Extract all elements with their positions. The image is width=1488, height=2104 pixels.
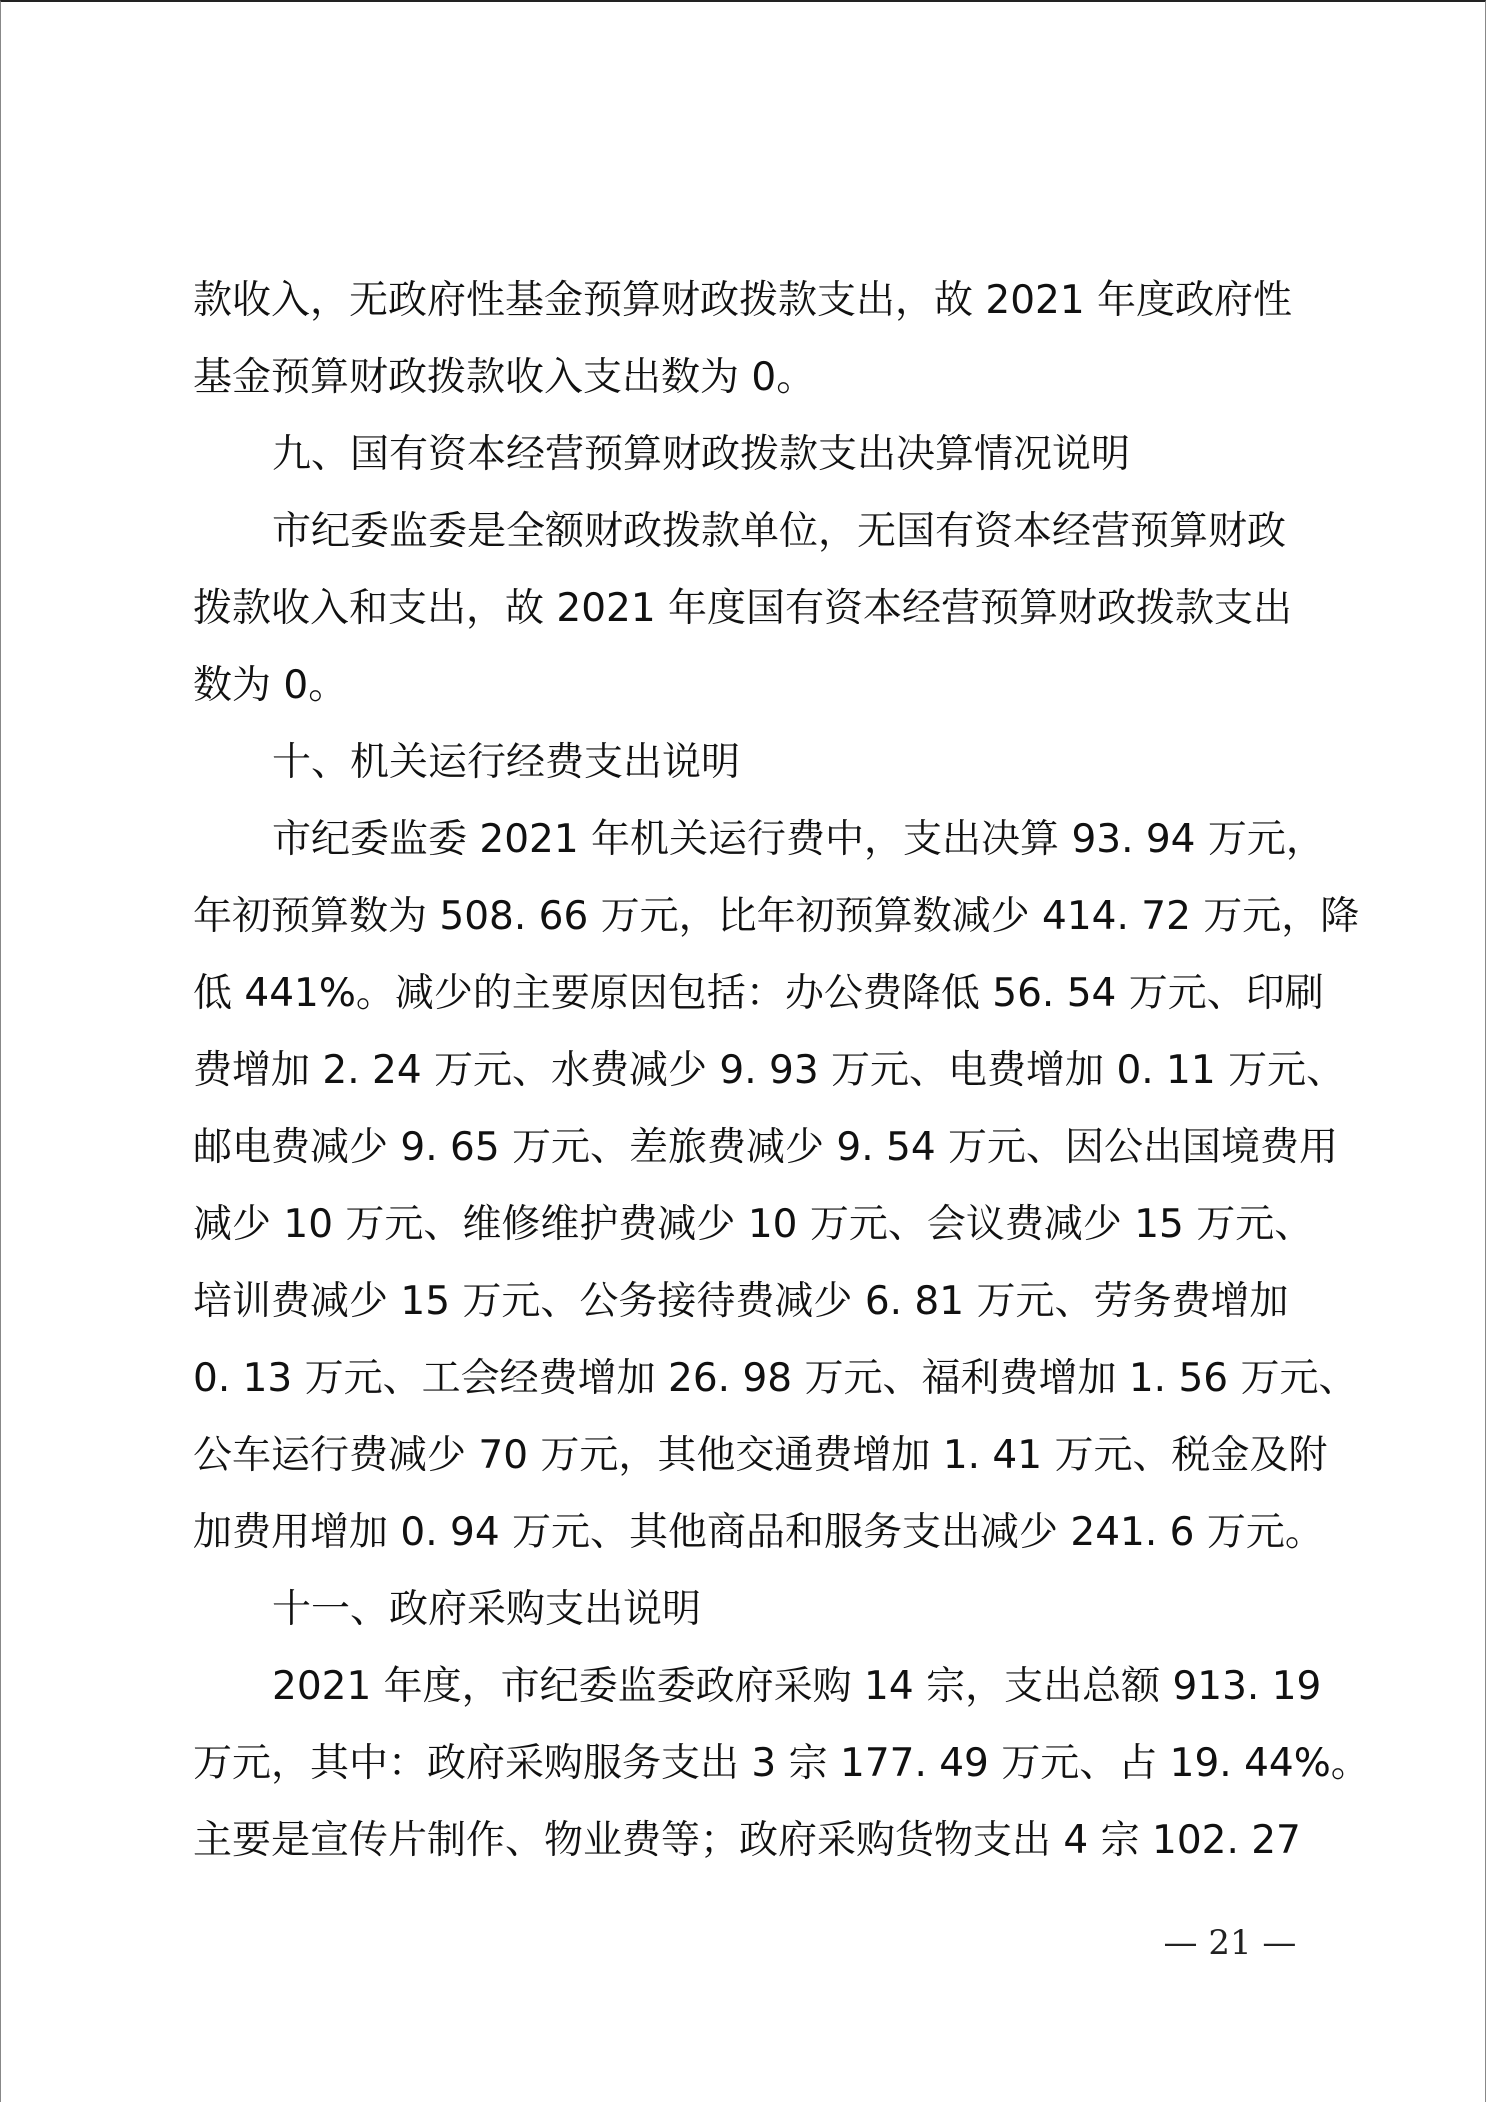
- page-number: — 21 —: [1163, 1923, 1297, 1963]
- paragraph-line: 低 441%。减少的主要原因包括：办公费降低 56. 54 万元、印刷: [193, 971, 1324, 1016]
- paragraph-line: 拨款收入和支出，故 2021 年度国有资本经营预算财政拨款支出: [193, 586, 1293, 631]
- paragraph-line: 费增加 2. 24 万元、水费减少 9. 93 万元、电费增加 0. 11 万元、: [193, 1048, 1346, 1093]
- paragraph-line: 公车运行费减少 70 万元，其他交通费增加 1. 41 万元、税金及附: [193, 1433, 1328, 1478]
- paragraph-line: 数为 0。: [193, 663, 348, 708]
- section-heading-10: 十、机关运行经费支出说明: [272, 740, 741, 785]
- paragraph-line: 0. 13 万元、工会经费增加 26. 98 万元、福利费增加 1. 56 万元、: [193, 1356, 1358, 1401]
- section-heading-11: 十一、政府采购支出说明: [272, 1587, 702, 1632]
- paragraph-line: 市纪委监委是全额财政拨款单位，无国有资本经营预算财政: [272, 509, 1287, 554]
- paragraph-line: 万元，其中：政府采购服务支出 3 宗 177. 49 万元、占 19. 44%。: [193, 1741, 1370, 1786]
- paragraph-line: 2021 年度，市纪委监委政府采购 14 宗，支出总额 913. 19: [272, 1664, 1322, 1709]
- document-body: [193, 262, 1370, 1879]
- section-heading-9: 九、国有资本经营预算财政拨款支出决算情况说明: [272, 432, 1131, 477]
- paragraph-line: 市纪委监委 2021 年机关运行费中，支出决算 93. 94 万元，: [272, 817, 1325, 862]
- paragraph-line: 培训费减少 15 万元、公务接待费减少 6. 81 万元、劳务费增加: [193, 1279, 1289, 1324]
- paragraph-line: 主要是宣传片制作、物业费等；政府采购货物支出 4 宗 102. 27: [193, 1818, 1301, 1863]
- paragraph-line: 减少 10 万元、维修维护费减少 10 万元、会议费减少 15 万元、: [193, 1202, 1314, 1247]
- paragraph-line: 基金预算财政拨款收入支出数为 0。: [193, 355, 816, 400]
- paragraph-line: 邮电费减少 9. 65 万元、差旅费减少 9. 54 万元、因公出国境费用: [193, 1125, 1339, 1170]
- paragraph-line: 年初预算数为 508. 66 万元，比年初预算数减少 414. 72 万元，降: [193, 894, 1360, 939]
- paragraph-line: 款收入，无政府性基金预算财政拨款支出，故 2021 年度政府性: [193, 278, 1293, 323]
- paragraph-line: 加费用增加 0. 94 万元、其他商品和服务支出减少 241. 6 万元。: [193, 1510, 1324, 1555]
